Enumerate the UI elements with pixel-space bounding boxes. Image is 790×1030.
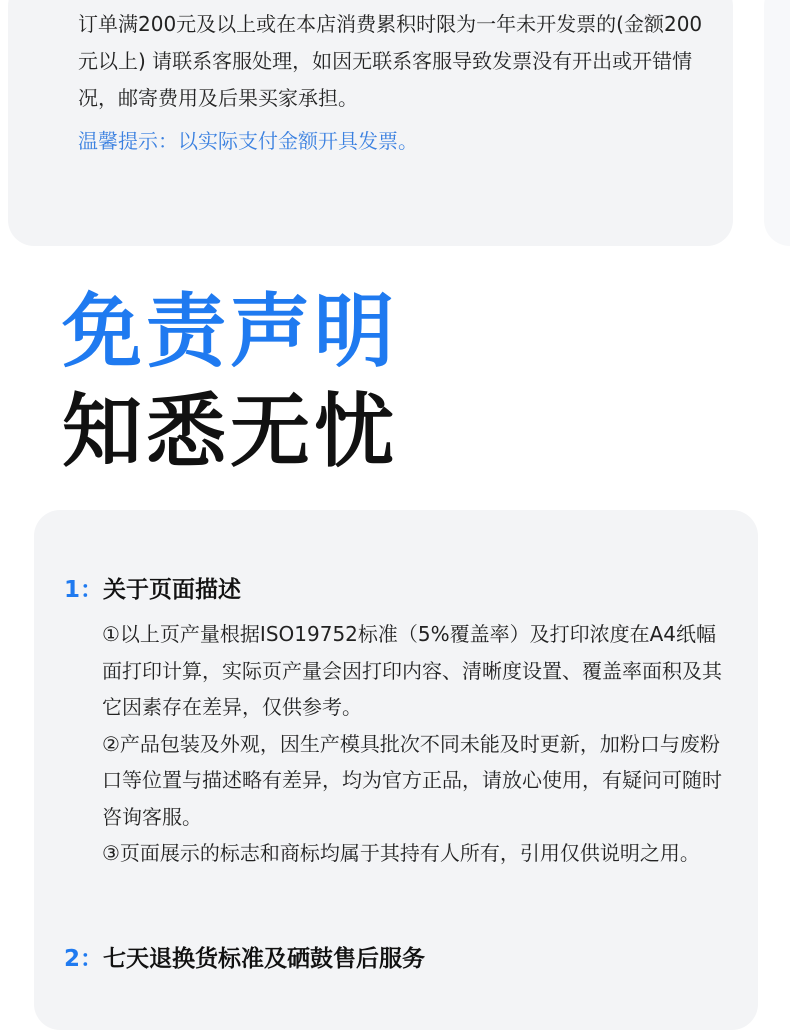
paragraph-1: ①以上页产量根据ISO19752标准（5%覆盖率）及打印浓度在A4纸幅面打印计算，实际页产量会因打印内容、清晰度设置、覆盖率面积及其它因素存在差异，仅供参考。 — [102, 622, 722, 719]
section-number: 1： — [64, 577, 104, 603]
section-heading-1 — [64, 572, 241, 608]
section-heading-2 — [64, 941, 425, 977]
section-title: 七天退换货标准及硒鼓售后服务 — [103, 946, 426, 972]
invoice-notice-text: 订单满200元及以上或在本店消费累积时限为一年未开发票的(金额200元以上) 请联系客服处理，如因无联系客服导致发票没有开出或开错情况，邮寄费用及后果买家承担。 — [78, 12, 703, 110]
adjacent-card-edge — [764, 0, 790, 246]
hero-title-disclaimer: 免责声明 — [62, 285, 398, 378]
paragraph-3: ③页面展示的标志和商标均属于其持有人所有，引用仅供说明之用。 — [102, 841, 700, 865]
invoice-tip: 温馨提示：以实际支付金额开具发票。 — [78, 129, 418, 153]
hero-subtitle: 知悉无忧 — [62, 385, 398, 478]
section-title: 关于页面描述 — [103, 577, 242, 603]
paragraph-2: ②产品包装及外观，因生产模具批次不同未能及时更新，加粉口与废粉口等位置与描述略有差异，均为官方正品，请放心使用，有疑问可随时咨询客服。 — [102, 731, 722, 829]
section-1-body — [102, 616, 722, 872]
section-number: 2： — [64, 946, 104, 972]
